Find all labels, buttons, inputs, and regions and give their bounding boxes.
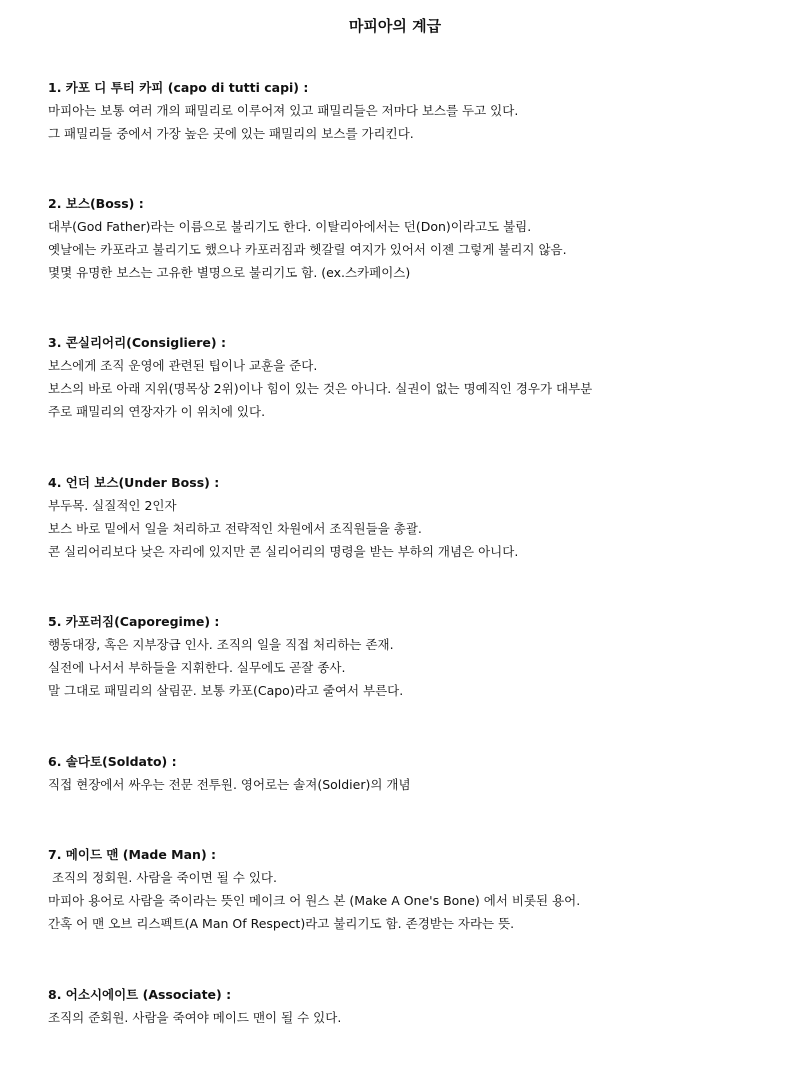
section-line: 부두목. 실질적인 2인자 — [48, 498, 177, 513]
section-line: 그 패밀리들 중에서 가장 높은 곳에 있는 패밀리의 보스를 가리킨다. — [48, 126, 414, 141]
section-line: 몇몇 유명한 보스는 고유한 별명으로 불리기도 함. (ex.스카페이스) — [48, 265, 411, 280]
section-line: 대부(God Father)라는 이름으로 불리기도 한다. 이탈리아에서는 던(Don)이라고도 불림. — [48, 219, 532, 234]
section-associate — [48, 983, 768, 1029]
section-boss — [48, 192, 768, 284]
section-heading: 3. 콘실리어리(Consigliere) : — [48, 335, 226, 350]
section-line: 조직의 준회원. 사람을 죽여야 메이드 맨이 될 수 있다. — [48, 1010, 342, 1025]
section-line: 마피아는 보통 여러 개의 패밀리로 이루어져 있고 패밀리들은 저마다 보스를 두고 있다. — [48, 103, 519, 118]
section-heading: 2. 보스(Boss) : — [48, 196, 144, 211]
section-heading: 6. 솔다토(Soldato) : — [48, 754, 177, 769]
section-heading: 1. 카포 디 투티 카피 (capo di tutti capi) : — [48, 80, 309, 95]
section-line: 보스 바로 밑에서 일을 처리하고 전략적인 차원에서 조직원들을 총괄. — [48, 521, 422, 536]
section-heading: 4. 언더 보스(Under Boss) : — [48, 475, 220, 490]
page-title: 마피아의 계급 — [348, 17, 442, 35]
section-made-man — [48, 843, 768, 935]
section-line: 행동대장, 혹은 지부장급 인사. 조직의 일을 직접 처리하는 존재. — [48, 637, 394, 652]
section-heading: 7. 메이드 맨 (Made Man) : — [48, 847, 217, 862]
section-line: 간혹 어 맨 오브 리스펙트(A Man Of Respect)라고 불리기도 함. 존경받는 자라는 뜻. — [48, 916, 515, 931]
section-soldato — [48, 750, 768, 796]
section-line: 보스의 바로 아래 지위(명목상 2위)이나 힘이 있는 것은 아니다. 실권이 없는 명예직인 경우가 대부분 — [48, 381, 593, 396]
section-line: 직접 현장에서 싸우는 전문 전투원. 영어로는 솔져(Soldier)의 개념 — [48, 777, 411, 792]
section-capo-di-tutti-capi — [48, 76, 768, 145]
section-line: 말 그대로 패밀리의 살림꾼. 보통 카포(Capo)라고 줄여서 부른다. — [48, 683, 404, 698]
section-heading: 5. 카포러짐(Caporegime) : — [48, 614, 220, 629]
section-line: 실전에 나서서 부하들을 지휘한다. 실무에도 곧잘 종사. — [48, 660, 346, 675]
section-line: 보스에게 조직 운영에 관련된 팁이나 교훈을 준다. — [48, 358, 318, 373]
section-line: 조직의 정회원. 사람을 죽이면 될 수 있다. — [48, 870, 277, 885]
section-line: 주로 패밀리의 연장자가 이 위치에 있다. — [48, 404, 266, 419]
section-heading: 8. 어소시에이트 (Associate) : — [48, 987, 232, 1002]
section-line: 콘 실리어리보다 낮은 자리에 있지만 콘 실리어리의 명령을 받는 부하의 개념은 아니다. — [48, 544, 519, 559]
section-under-boss — [48, 471, 768, 563]
section-line: 마피아 용어로 사람을 죽이라는 뜻인 메이크 어 원스 본 (Make A One's Bone) 에서 비롯된 용어. — [48, 893, 581, 908]
section-consigliere — [48, 331, 768, 423]
section-line: 옛날에는 카포라고 불리기도 했으나 카포러짐과 헷갈릴 여지가 있어서 이젠 그렇게 불리지 않음. — [48, 242, 567, 257]
section-caporegime — [48, 610, 768, 702]
